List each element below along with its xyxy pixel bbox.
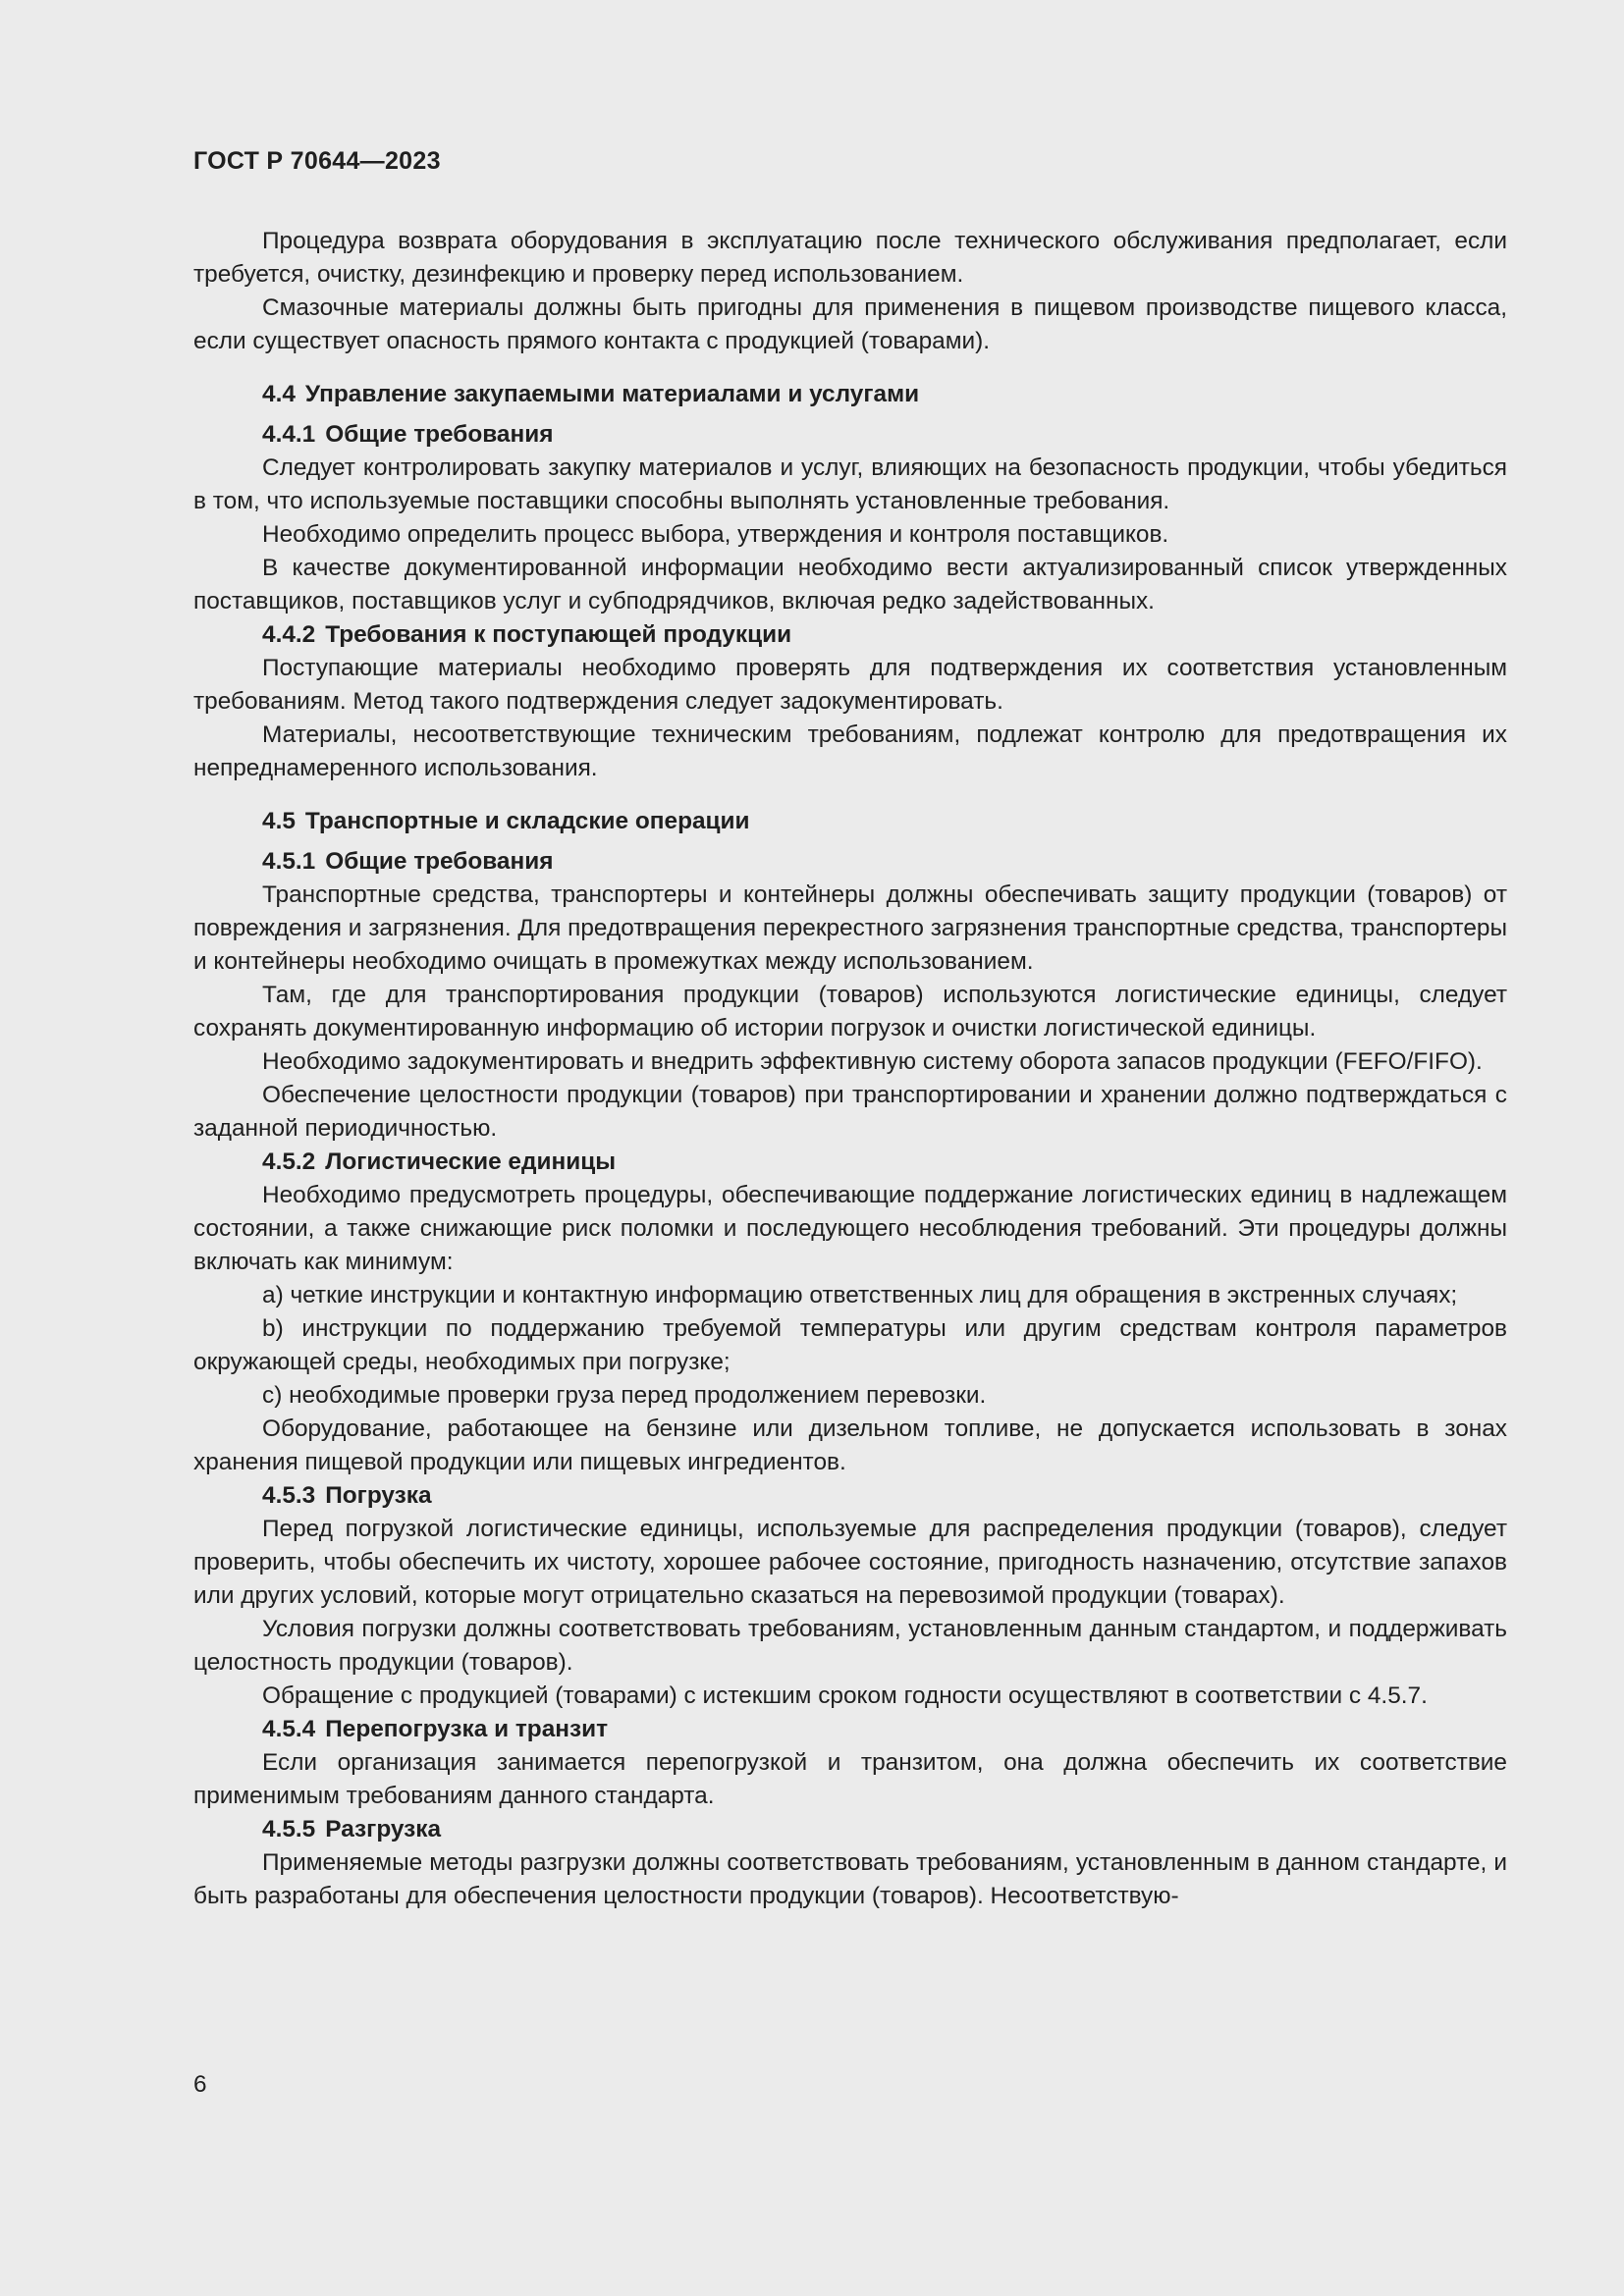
paragraph: В качестве документированной информации необходимо вести актуализированный список утвержденных поставщиков, поставщиков услуг и субподрядчиков, включая редко задействованных. xyxy=(193,555,1507,614)
subsection-heading-4-5-2 xyxy=(193,1146,1507,1179)
section-title: Требования к поступающей продукции xyxy=(325,621,792,648)
list-item-b: b) инструкции по поддержанию требуемой температуры или другим средствам контроля параметров окружающей среды, необходимых при погрузке; xyxy=(193,1315,1507,1375)
paragraph: Оборудование, работающее на бензине или дизельном топливе, не допускается использовать в зонах хранения пищевой продукции или пищевых ингредиентов. xyxy=(193,1415,1507,1475)
section-title: Общие требования xyxy=(325,848,554,875)
paragraph: Следует контролировать закупку материалов и услуг, влияющих на безопасность продукции, чтобы убедиться в том, что используемые поставщики способны выполнять установленные требования. xyxy=(193,454,1507,514)
paragraph: Если организация занимается перепогрузкой и транзитом, она должна обеспечить их соответствие применимым требованиям данного стандарта. xyxy=(193,1749,1507,1809)
section-heading-4-4 xyxy=(193,378,1507,411)
section-number: 4.4.1 xyxy=(262,421,316,448)
paragraph: Материалы, несоответствующие техническим требованиям, подлежат контролю для предотвращения их непреднамеренного использования. xyxy=(193,721,1507,781)
section-number: 4.5.2 xyxy=(262,1148,316,1175)
section-number: 4.4 xyxy=(262,381,296,407)
section-title: Погрузка xyxy=(325,1482,432,1509)
list-item-a: a) четкие инструкции и контактную информацию ответственных лиц для обращения в экстренных случаях; xyxy=(262,1282,1458,1308)
subsection-heading-4-5-4 xyxy=(193,1713,1507,1746)
section-number: 4.5.1 xyxy=(262,848,316,875)
document-body xyxy=(193,225,1507,1913)
paragraph: Применяемые методы разгрузки должны соответствовать требованиям, установленным в данном стандарте, и быть разработаны для обеспечения целостности продукции (товаров). Несоответствую- xyxy=(193,1849,1507,1909)
document-code-header: ГОСТ Р 70644—2023 xyxy=(193,147,441,175)
list-item-c: c) необходимые проверки груза перед продолжением перевозки. xyxy=(262,1382,987,1409)
paragraph: Смазочные материалы должны быть пригодны для применения в пищевом производстве пищевого класса, если существует опасность прямого контакта с продукцией (товарами). xyxy=(193,294,1507,354)
section-number: 4.5.4 xyxy=(262,1716,316,1742)
paragraph: Обеспечение целостности продукции (товаров) при транспортировании и хранении должно подтверждаться с заданной периодичностью. xyxy=(193,1082,1507,1142)
section-heading-4-5 xyxy=(193,805,1507,838)
paragraph: Обращение с продукцией (товарами) с истекшим сроком годности осуществляют в соответствии с 4.5.7. xyxy=(262,1682,1428,1709)
section-number: 4.5.3 xyxy=(262,1482,316,1509)
section-title: Разгрузка xyxy=(325,1816,442,1842)
section-title: Перепогрузка и транзит xyxy=(325,1716,609,1742)
section-number: 4.5 xyxy=(262,808,296,834)
section-number: 4.4.2 xyxy=(262,621,316,648)
paragraph: Необходимо предусмотреть процедуры, обеспечивающие поддержание логистических единиц в надлежащем состоянии, а также снижающие риск поломки и последующего несоблюдения требований. Эти процедуры должны включать как минимум: xyxy=(193,1182,1507,1275)
paragraph: Необходимо определить процесс выбора, утверждения и контроля поставщиков. xyxy=(262,521,1169,548)
section-title: Транспортные и складские операции xyxy=(304,808,750,834)
subsection-heading-4-4-1 xyxy=(193,418,1507,452)
paragraph: Там, где для транспортирования продукции (товаров) используются логистические единицы, следует сохранять документированную информацию об истории погрузок и очистки логистической единицы. xyxy=(193,982,1507,1041)
page-number: 6 xyxy=(193,2071,207,2098)
subsection-heading-4-5-1 xyxy=(193,845,1507,879)
paragraph: Поступающие материалы необходимо проверять для подтверждения их соответствия установленным требованиям. Метод такого подтверждения следует задокументировать. xyxy=(193,655,1507,715)
section-title: Логистические единицы xyxy=(325,1148,617,1175)
paragraph: Необходимо задокументировать и внедрить эффективную систему оборота запасов продукции (FEFO/FIFO). xyxy=(262,1048,1483,1075)
paragraph: Процедура возврата оборудования в эксплуатацию после технического обслуживания предполагает, если требуется, очистку, дезинфекцию и проверку перед использованием. xyxy=(193,228,1507,288)
paragraph: Транспортные средства, транспортеры и контейнеры должны обеспечивать защиту продукции (товаров) от повреждения и загрязнения. Для предотвращения перекрестного загрязнения транспортные средства, транспортеры и контейнеры необходимо очищать в промежутках между использованием. xyxy=(193,881,1507,975)
subsection-heading-4-5-5 xyxy=(193,1813,1507,1846)
section-title: Общие требования xyxy=(325,421,554,448)
subsection-heading-4-4-2 xyxy=(193,618,1507,652)
subsection-heading-4-5-3 xyxy=(193,1479,1507,1513)
section-number: 4.5.5 xyxy=(262,1816,316,1842)
paragraph: Перед погрузкой логистические единицы, используемые для распределения продукции (товаров), следует проверить, чтобы обеспечить их чистоту, хорошее рабочее состояние, пригодность назначению, отсутствие запахов или других условий, которые могут отрицательно сказаться на перевозимой продукции (товарах). xyxy=(193,1516,1507,1609)
paragraph: Условия погрузки должны соответствовать требованиям, установленным данным стандартом, и поддерживать целостность продукции (товаров). xyxy=(193,1616,1507,1676)
section-title: Управление закупаемыми материалами и услугами xyxy=(304,381,920,407)
